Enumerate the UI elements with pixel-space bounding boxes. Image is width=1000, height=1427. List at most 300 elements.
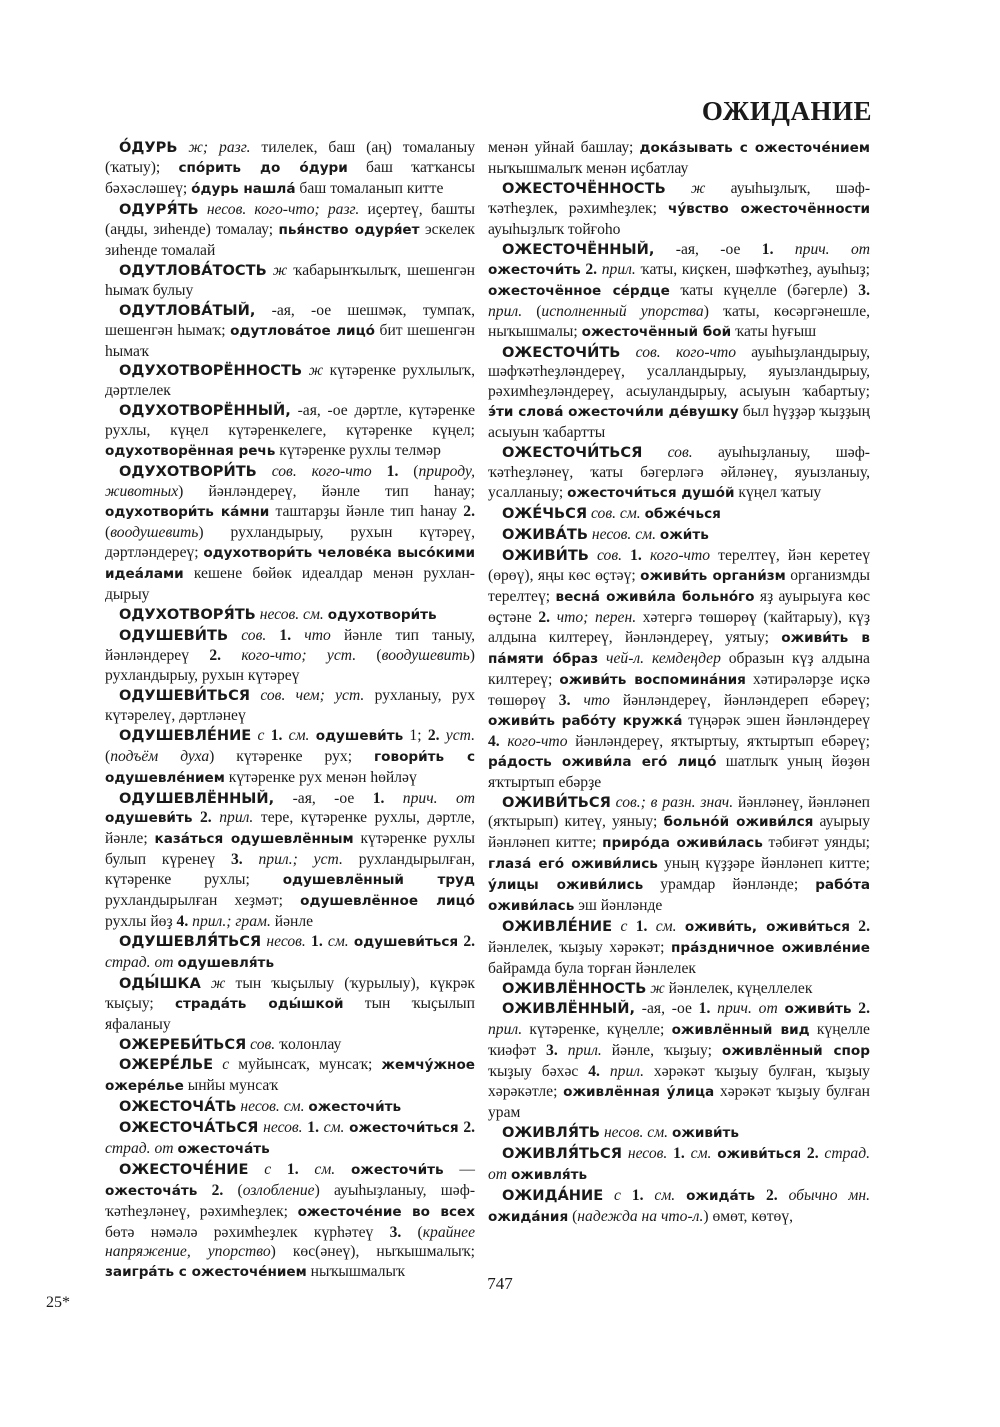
definition-text: йәнлелек, күңеллелек [664, 980, 813, 998]
entry-ozhivljatsja [488, 1144, 870, 1186]
grammar-label: разг. [327, 200, 360, 218]
grammar-label: см. [643, 1186, 676, 1204]
sense-number: 2. [427, 726, 440, 744]
definition-text: был һүҙҙәр ҡыҙҙың асыуын ҡабартты [488, 403, 870, 442]
headword: ОЖИВЛЯ́ТЬСЯ [502, 1144, 622, 1162]
definition-text: ҡабарынҡылыҡ, шешенгән һымаҡ булыу [105, 261, 475, 299]
grammar-label: уст. [326, 646, 357, 664]
example-phrase: одухотвори́ть [327, 606, 437, 623]
example-phrase: оживи́ть рабо́ту кружка́ [488, 712, 683, 729]
sense-number: 1. [761, 240, 774, 258]
headword: ОЖЕСТОЧА́ТЬСЯ [119, 1118, 259, 1136]
grammar-label: с [603, 1186, 621, 1204]
definition-text: йәнле [270, 913, 314, 931]
definition-text: шатлыҡ уның йөҙөн яҡтыртып ебәрҙе [488, 752, 870, 791]
sense-number: 1. [620, 1186, 644, 1204]
grammar-label: страд. от [488, 1144, 870, 1183]
example-phrase: страда́ть оды́шкой [174, 996, 344, 1013]
definition-text: хәтергә төшөрөү (ҡайтарыу), күҙ алдына килтереү, йәнләндереү, уятыу; [488, 608, 871, 646]
left-column [105, 138, 475, 1283]
grammar-label: прич. от [384, 789, 476, 807]
grammar-label: ж [200, 975, 226, 993]
definition-text: ) йәнләндереү, йәнле тип һанау; [178, 483, 475, 501]
example-phrase: ожесточи́ть [488, 261, 581, 278]
headword: ОЖИВИ́ТЬСЯ [502, 793, 611, 811]
sense-number: 3. [558, 691, 571, 709]
grammar-label: несов. см. [587, 526, 657, 544]
grammar-label: кого-что [499, 732, 568, 750]
definition-text: баш ҡатҡансы бәхәсләшеү; [105, 158, 475, 197]
grammar-label: сов. чем; [250, 686, 325, 704]
grammar-label: прил. [597, 260, 636, 278]
example-phrase: одушеви́ть [105, 810, 193, 827]
definition-text: рухландырылған хеҙмәт; [105, 892, 301, 910]
definition-text: рухлы йөҙ [105, 913, 177, 931]
example-phrase: ожесточи́ться душо́й [567, 485, 735, 502]
example-phrase: у́лицы оживи́лись [488, 877, 644, 894]
entry-ozhivitsja [488, 793, 870, 918]
definition-text: күтәренке рух менән һөйләү [224, 768, 417, 786]
definition-text [675, 1187, 686, 1204]
example-phrase: оживи́ть воспомина́ния [559, 671, 746, 688]
grammar-label: исполненный упорства [541, 302, 704, 320]
definition-text: күтәренке рухлылыҡ, дәртлелек [105, 362, 475, 400]
example-phrase: ожесточи́ться [349, 1119, 459, 1136]
definition-text: хәрәкәт ҡыҙыу булған урам [488, 1082, 870, 1121]
sense-number: 1. [622, 547, 642, 565]
headword: ОДУХОТВОРИ́ТЬ [119, 463, 257, 481]
grammar-label: перен. [595, 608, 637, 626]
example-phrase: весна́ оживи́ла больно́го [555, 588, 755, 605]
definition-text: тын ҡыҫылып яфаланыу [105, 995, 476, 1033]
headword: ОДУШЕВЛЁННЫЙ, [119, 789, 275, 807]
definition-text: уның күҙҙәре йәнләнеп китте; [657, 855, 870, 873]
sense-number: 1. [371, 463, 399, 481]
definition-text: образын күҙ алдына килтереү; [488, 649, 870, 688]
definition-text: ҡаты күңелле (бәгерле) [669, 281, 859, 299]
definition-text: ынйы мунсаҡ [183, 1076, 279, 1094]
grammar-label: уст. [335, 686, 365, 704]
entry-ozhivit [488, 546, 870, 792]
headword: ОЖИВЛЯ́ТЬ [502, 1123, 601, 1141]
definition-text: ) көс(әнеү), ныҡышмалыҡ; [270, 1243, 476, 1261]
grammar-label: ж [266, 261, 288, 279]
example-phrase: одушевлённый труд [282, 872, 475, 889]
entry-odushevit [105, 626, 475, 686]
definition-text: ( [522, 302, 542, 320]
grammar-label: уст. [313, 851, 343, 869]
sense-number: 2. [755, 1186, 778, 1204]
sense-number: 2. [458, 1118, 476, 1136]
example-phrase: оживи́ться [717, 1145, 802, 1162]
definition-text: ауыһыҙландырыу, шәфҡәтһеҙләндереү, усалландырыу, яуызландырыу, рәхимһеҙләндереү, асыуландырыу, асыуын ҡабартыу; [488, 343, 870, 401]
definition-text: эскелек зиһенде томалай [105, 220, 475, 259]
grammar-label: сов. кого-что [256, 463, 372, 481]
headword: ОДУХОТВОРЁННЫЙ, [119, 402, 291, 420]
example-phrase: оживлённый вид [671, 1021, 810, 1038]
definition-text: терелтеү, йән керетеү (өрөү), яңы көс өҫтәү; [488, 547, 870, 585]
example-phrase: ожида́ния [488, 1208, 569, 1225]
grammar-label: страд. от [105, 1139, 174, 1157]
entry-ozhivlennost [488, 979, 870, 999]
definition-text: яҙ ауырыуға көс өҫтәне [488, 587, 870, 626]
grammar-label: прил. [488, 1020, 523, 1038]
running-head: ОЖИДАНИЕ [701, 96, 872, 126]
sense-number: 2. [849, 918, 870, 936]
definition-text: ауырыу йәнләнеп китте; [488, 813, 870, 852]
headword: ОЖЕСТОЧА́ТЬ [119, 1097, 237, 1115]
definition-text: ауыһыҙлыҡ тойғоһо [488, 220, 621, 238]
definition-text: йәнләнеү, йәнләнеп (яҡтырып) китеү, уяныу; [488, 793, 870, 831]
definition-text: 1; [403, 726, 428, 744]
definition-text: күңелле ҡиәфәт [488, 1020, 870, 1059]
headword: ОДУТЛОВА́ТОСТЬ [119, 261, 267, 279]
definition-text: тере, күтәренке рухлы, дәртле, йәнле; [105, 809, 475, 848]
headword: ОЖЕ́ЧЬСЯ [502, 505, 588, 523]
grammar-label: с [213, 1055, 230, 1073]
grammar-label: подъём духа [110, 747, 210, 765]
definition-text: рухланыу, рух күтәрелеү, дәртләнеү [105, 686, 475, 724]
headword: ОЖЕСТОЧИ́ТЬ [502, 343, 621, 361]
entry-oduhotvorenny [105, 401, 475, 462]
example-phrase: ожесточённый бой [581, 323, 732, 340]
printer-signature: 25* [46, 1294, 70, 1311]
headword: ОДУШЕВЛЕ́НИЕ [119, 726, 252, 744]
grammar-label: прил. [557, 1041, 602, 1059]
example-phrase: ожесточа́ть [177, 1140, 270, 1157]
definition-text: -ая, -ое [274, 789, 373, 807]
grammar-label: несов. [261, 933, 306, 951]
grammar-label: сов. [246, 1035, 276, 1053]
sense-number: 1. [264, 726, 283, 744]
grammar-label: см. [684, 1144, 712, 1162]
grammar-label: прич. от [710, 1000, 778, 1018]
example-phrase: чу́вство ожесточённости [667, 200, 871, 217]
grammar-label: несов. см. [600, 1123, 669, 1141]
grammar-label: сов. [588, 547, 623, 565]
definition-text: муйынсаҡ, мунсаҡ; [229, 1055, 382, 1073]
sense-number: 4. [488, 732, 500, 750]
headword: О́ДУРЬ [119, 139, 178, 156]
entry-ozhechsja [488, 504, 870, 525]
headword: ОЖЕРЕБИ́ТЬСЯ [119, 1035, 247, 1053]
definition-text: ( [356, 646, 382, 664]
grammar-label: сов. [642, 444, 693, 462]
sense-number: 1. [667, 1144, 685, 1162]
entry-odushevlenny [105, 789, 475, 933]
example-phrase: ра́дость оживи́ла его́ лицо́ [488, 753, 717, 770]
entry-odushevitsja [105, 686, 475, 726]
grammar-label: с [251, 726, 265, 744]
definition-text: ҡолонлау [275, 1035, 342, 1053]
definition-text: урамдар йәнләнде; [643, 876, 816, 894]
example-phrase: оживи́ть [671, 1124, 739, 1141]
definition-text: ныҡышмалыҡ менән иҫбатлау [488, 159, 689, 177]
example-phrase: ожесточе́ние во всех [297, 1203, 475, 1220]
definition-text: күтәренке рухлы булып күренеү [105, 830, 475, 869]
grammar-label: прил. [488, 302, 523, 320]
grammar-label: что; [550, 608, 589, 626]
definition-text: -ая, -ое [635, 1000, 699, 1018]
entry-odur [105, 138, 475, 200]
grammar-label: ж [646, 980, 665, 998]
example-phrase: о́дурь нашла́ [191, 180, 296, 197]
sense-number: 1. [266, 626, 292, 644]
headword: ОЖИДА́НИЕ [502, 1186, 604, 1204]
example-phrase: одушеви́ться [353, 934, 459, 951]
grammar-label: несов. см. [255, 605, 324, 623]
definition-text: кешене бөйөк идеалдар менән рухландырыу [105, 565, 475, 603]
example-phrase: одухотвори́ть челове́ка высо́кими идеа́лами [105, 545, 475, 583]
example-phrase: оживи́ть, оживи́ться [684, 919, 850, 936]
headword: ОДУШЕВЛЯ́ТЬСЯ [119, 933, 262, 951]
example-phrase: одушевлённое лицо́ [300, 893, 475, 910]
grammar-label: природу, животных [105, 463, 475, 501]
definition-text: ( [105, 524, 111, 542]
definition-text: күтәренке, күңелле; [522, 1020, 672, 1038]
definition-text [307, 647, 327, 664]
example-phrase: оживи́ть в па́мяти о́браз [488, 629, 870, 667]
headword: ОДУХОТВОРЁННОСТЬ [119, 362, 303, 380]
grammar-label: несов. кого-что; [198, 200, 320, 218]
definition-text: ҡаты, киҫкен, шәфҡәтһеҙ, ауыһыҙ; [635, 260, 871, 278]
entry-odurjat [105, 200, 475, 261]
entry-ozherebitsja [105, 1035, 475, 1055]
definition-text: тәбиғәт уянды; [762, 834, 871, 852]
entry-ozhestochenie-cont [488, 138, 870, 179]
sense-number: 3. [389, 1223, 402, 1241]
grammar-label: см. [318, 1118, 345, 1136]
entry-ozherele [105, 1055, 475, 1097]
grammar-label: страд. от [105, 954, 174, 972]
grammar-label: воодушевить [110, 524, 199, 542]
headword: ОЖЕСТОЧИ́ТЬСЯ [502, 444, 643, 462]
grammar-label: кого-что [641, 547, 711, 565]
example-phrase: ожи́ть [659, 527, 709, 544]
grammar-label: грам. [235, 913, 271, 931]
headword: ОЖИВЛЁННЫЙ, [502, 1000, 636, 1018]
example-phrase: одушеви́ть [315, 727, 404, 744]
grammar-label: ж; разг. [177, 139, 251, 156]
definition-text: -ая, -ое дәртле, күтәренке рухлы, күңел күтәренкелеге, күтәренке күңел; [105, 402, 475, 440]
grammar-label: с [612, 918, 628, 936]
definition-text: организмды терелтеү; [488, 567, 871, 605]
entry-ozhestochennost [488, 179, 870, 240]
grammar-label: уст. [439, 726, 476, 744]
example-phrase: одушевля́ть [177, 955, 275, 972]
sense-number: 2. [580, 260, 598, 278]
example-phrase: одутлова́тое лицо́ [230, 322, 375, 339]
entry-oduhotvorjat [105, 605, 475, 626]
definition-text [298, 851, 314, 868]
definition-text: йәнләндереү, яҡтыртыу, яҡтыртып ебәреү; [567, 732, 870, 750]
sense-number: 1. [698, 1000, 711, 1018]
definition-text: ) күтәренке рух; [209, 747, 375, 765]
grammar-label: кого-что; [221, 646, 307, 664]
grammar-label: ж [665, 179, 706, 197]
grammar-label: крайнее напряжение, упорство [105, 1223, 476, 1261]
headword: ОЖЕСТОЧЁННОСТЬ [502, 179, 666, 197]
grammar-label: прич. от [773, 240, 870, 258]
grammar-label: прил. [599, 1062, 644, 1080]
definition-text: менән уйнай башлау; [488, 139, 640, 156]
definition-text [677, 918, 685, 935]
definition-text: күтәренке рухлы телмәр [275, 442, 441, 460]
headword: ОДУХОТВОРЯ́ТЬ [119, 605, 256, 623]
grammar-label: прил.; [242, 851, 298, 869]
example-phrase: жемчу́жное ожере́лье [105, 1056, 475, 1094]
entry-ozhidanie [488, 1186, 870, 1228]
example-phrase: одухотвори́ть ка́мни [105, 504, 270, 521]
example-phrase: каза́ться одушевлённым [154, 831, 354, 848]
definition-text: йәнлелек, ҡыҙыу хәрәкәт; [488, 939, 671, 957]
example-phrase: пра́здничное оживле́ние [670, 940, 870, 957]
sense-number: 2. [209, 646, 222, 664]
definition-text: ҡыҙыу бәхәс [488, 1062, 589, 1080]
definition-text [320, 201, 328, 218]
example-phrase: обже́чься [644, 506, 721, 523]
entry-ozhestochatsja [105, 1118, 475, 1160]
headword: ОЖЕСТОЧЁННЫЙ, [502, 240, 655, 258]
grammar-label: что [291, 626, 331, 644]
headword: ОЖЕРЕ́ЛЬЕ [119, 1055, 214, 1073]
example-phrase: ожесточи́ть [308, 1098, 402, 1115]
entry-ozhivlenie [488, 917, 870, 979]
definition-text: ныҡышмалыҡ [306, 1263, 405, 1281]
definition-text: тын ҡыҫылыу (ҡурылыу), күкрәк ҡыҫыу; [105, 975, 476, 1013]
grammar-label: что [570, 691, 610, 709]
entry-ozhestochitsja [488, 443, 870, 504]
definition-text: ) ҡаты, көсәргәнешле, ныҡышмалы; [488, 302, 871, 340]
definition-text: ( [105, 747, 111, 765]
sense-number: 4. [176, 913, 189, 931]
entry-oduhotvorit [105, 462, 475, 605]
definition-text: рухландырылған, күтәренке рухлы; [105, 851, 475, 889]
example-phrase: заигра́ть с ожесточе́нием [105, 1264, 307, 1281]
definition-text: -ая, -ое [654, 240, 762, 258]
definition-text: ауыһыҙланыу, шәфҡәтһеҙләнеү, ҡаты бәгерләгә әйләнеү, яуызланыу, усалланыу; [488, 444, 870, 502]
entry-ozhivlenny [488, 999, 870, 1123]
entry-ozhestochenie [105, 1160, 475, 1284]
definition-text: — [443, 1160, 476, 1178]
grammar-label: см. [647, 918, 677, 936]
definition-text: тилелек, баш (аң) томаланыу (ҡатыу); [105, 139, 476, 176]
definition-text: ҡаты һуғыш [731, 322, 817, 340]
definition-text: ) рухландырыу, рухын күтәреү [105, 646, 475, 684]
entry-odushevljatsja [105, 932, 475, 974]
example-phrase: э́ти слова́ ожесточи́ли де́вушку [488, 404, 739, 421]
example-phrase: ожесточи́ть [350, 1161, 444, 1178]
example-phrase: пья́нство одуря́ет [278, 221, 420, 238]
grammar-label: см. [282, 726, 310, 744]
headword: ОЖЕСТОЧЕ́НИЕ [119, 1160, 249, 1178]
example-phrase: одухотворённая речь [105, 443, 276, 460]
headword: ОДЫ́ШКА [119, 975, 201, 993]
grammar-label: надежда на что-л. [577, 1207, 704, 1225]
definition-text: ) ауыһыҙланыу, шәфҡәтһеҙләнеү, рәхимһеҙлек; [105, 1181, 476, 1220]
example-phrase: рабо́та оживи́лась [488, 877, 870, 915]
entry-oduhotvorennost [105, 361, 475, 401]
definition-text: -ая, -ое шешмәк, тумпаҡ, шешенгән һымаҡ; [105, 301, 475, 339]
definition-text: ауыһыҙлыҡ, шәфҡәтһеҙлек, рәхимһеҙлек; [488, 179, 871, 217]
example-phrase: приро́да оживи́лась [602, 835, 763, 852]
definition-text: йәнле, ҡыҙыу; [601, 1041, 722, 1059]
definition-text: эш йәнләнде [574, 897, 663, 915]
right-column [488, 138, 870, 1228]
definition-text: бит шешенгән һымаҡ [105, 321, 475, 360]
definition-text: бөтә нәмәлә рәхимһеҙлек күрһәтеү [105, 1223, 390, 1241]
entry-odutlovaty [105, 301, 475, 362]
grammar-label: обычно мн. [777, 1186, 871, 1204]
grammar-label: с [248, 1160, 272, 1178]
grammar-label: озлобление [242, 1181, 315, 1199]
headword: ОЖИВЛЕ́НИЕ [502, 918, 613, 936]
sense-number: 1. [271, 1160, 299, 1178]
example-phrase: ожесточа́ть [105, 1182, 198, 1199]
grammar-label: несов. [258, 1118, 303, 1136]
grammar-label: сов. [228, 626, 267, 644]
sense-number: 3. [858, 281, 870, 299]
sense-number: 2. [538, 608, 551, 626]
sense-number: 3. [230, 851, 243, 869]
definition-text: ) өмөт, көтөү, [703, 1207, 794, 1225]
entry-ozhestochenny [488, 240, 870, 343]
definition-text: ( [223, 1181, 243, 1199]
sense-number: 1. [372, 789, 385, 807]
example-phrase: ожида́ть [686, 1187, 756, 1204]
definition-text [325, 687, 335, 704]
example-phrase: ожесточённое се́рдце [488, 282, 670, 299]
headword: ОЖИВА́ТЬ [502, 526, 588, 544]
headword: ОЖИВИ́ТЬ [502, 547, 589, 565]
grammar-label: воодушевить [381, 646, 470, 664]
entry-odushevlenie [105, 726, 475, 789]
definition-text [778, 1000, 785, 1017]
entry-odyshka [105, 974, 475, 1035]
grammar-label: см. [322, 933, 349, 951]
definition-text [598, 650, 606, 667]
example-phrase: оживлённая у́лица [563, 1083, 715, 1100]
definition-text: күңел ҡатыу [734, 484, 822, 502]
sense-number: 1. [627, 918, 648, 936]
definition-text: хәтирәләрҙе иҫкә төшөрөү [488, 670, 870, 709]
example-phrase: оживля́ть [510, 1166, 588, 1183]
sense-number: 2. [458, 933, 476, 951]
headword: ОЖИВЛЁННОСТЬ [502, 980, 647, 998]
sense-number: 2. [192, 809, 212, 827]
definition-text: таштарҙы йәнле тип һанау [269, 503, 464, 521]
example-phrase: дока́зывать с ожесточе́нием [639, 140, 871, 156]
entry-ozhestochat [105, 1097, 475, 1118]
grammar-label: сов.; в разн. знач. [610, 793, 734, 811]
sense-number: 3. [546, 1041, 558, 1059]
headword: ОДУШЕВИ́ТЬ [119, 626, 229, 644]
example-phrase: оживи́ть [784, 1001, 852, 1018]
grammar-label: чей-л. кемдеңдер [606, 649, 721, 667]
definition-text: ( [401, 1223, 423, 1241]
definition-text: ( [568, 1207, 578, 1225]
definition-text: йәнләндереү, йәнләндереп ебәреү; [609, 691, 870, 709]
entry-odutlovatost [105, 261, 475, 301]
sense-number: 2. [801, 1144, 819, 1162]
sense-number: 1. [305, 933, 323, 951]
headword: ОДУРЯ́ТЬ [119, 200, 199, 218]
example-phrase: спо́рить до о́дури [178, 159, 348, 176]
grammar-label: сов. кого-что [620, 343, 737, 361]
example-phrase: оживлённый спор [721, 1042, 870, 1059]
example-phrase: больно́й оживи́лся [663, 814, 814, 831]
grammar-label: см. [298, 1160, 336, 1178]
